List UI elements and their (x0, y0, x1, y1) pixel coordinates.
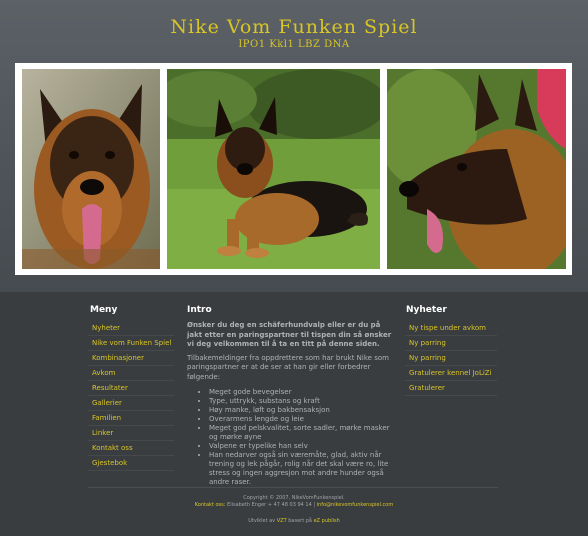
intro-text: Tilbakemeldinger fra oppdrettere som har brukt Nike som paringspartner er at de ser at han gir eller forbedrer følgende: (187, 353, 389, 381)
menu-item-linker[interactable]: Linker (88, 426, 174, 441)
main-menu (88, 321, 174, 471)
footer-contact-name: Elisabeth Enger + 47 48 03 94 14 (227, 502, 312, 508)
news-list (405, 321, 497, 396)
footer-contact (0, 502, 588, 508)
footer-vzt-link[interactable]: VZT (276, 518, 287, 524)
dog-lying-photo[interactable] (167, 69, 380, 269)
menu-item-familien[interactable]: Familien (88, 411, 174, 426)
news-title: Nyheter (406, 305, 447, 315)
news-item[interactable]: Gratulerer (405, 381, 497, 396)
list-item: • Overarmens lengde og leie (209, 415, 397, 424)
list-item: • Han nedarver også sin væremåte, glad, aktiv når trening og lek pågår, rolig når det skal være ro, lite stress og ingen aggresjon mot andre hunder også andre raser. (209, 451, 397, 487)
site-title: Nike Vom Funken Spiel (170, 16, 418, 38)
list-item: • Høy manke, løft og bakbensaksjon (209, 406, 397, 415)
intro-section (187, 321, 397, 487)
news-item[interactable]: Ny parring (405, 336, 497, 351)
intro-lead: Ønsker du deg en schäferhundvalp eller er du på jakt etter en paringspartner til tispen din så ønsker vi deg velkommen til å ta en titt på denne siden. (187, 321, 392, 348)
footer-ez-link[interactable]: eZ publish (313, 518, 340, 524)
footer-email-link[interactable]: info@nikevomfunkenspiel.com (316, 502, 394, 508)
list-item: • Meget god pelskvalitet, sorte sadler, mørke masker og mørke øyne (209, 424, 397, 442)
menu-item-kontakt[interactable]: Kontakt oss (88, 441, 174, 456)
list-item: • Valpene er typelike han selv (209, 442, 397, 451)
footer-credit (0, 518, 588, 524)
footer-contact-label: Kontakt oss: (194, 502, 226, 508)
menu-item-gjestebok[interactable]: Gjestebok (88, 456, 174, 471)
menu-title: Meny (90, 305, 118, 315)
news-item[interactable]: Ny parring (405, 351, 497, 366)
menu-item-gallerier[interactable]: Gallerier (88, 396, 174, 411)
menu-item-resultater[interactable]: Resultater (88, 381, 174, 396)
site-subtitle: IPO1 Kkl1 LBZ DNA (238, 39, 350, 50)
footer-separator: | (313, 502, 316, 508)
list-item: • Type, uttrykk, substans og kraft (209, 397, 397, 406)
photo-gallery (15, 63, 572, 275)
footer-credit-mid: basert på (288, 518, 312, 524)
menu-item-avkom[interactable]: Avkom (88, 366, 174, 381)
dog-portrait-photo[interactable] (22, 69, 160, 269)
intro-title: Intro (187, 305, 212, 315)
news-item[interactable]: Gratulerer kennel JoLiZi (405, 366, 497, 381)
intro-list (187, 388, 397, 487)
menu-item-kombinasjoner[interactable]: Kombinasjoner (88, 351, 174, 366)
news-item[interactable]: Ny tispe under avkom (405, 321, 497, 336)
list-item: • Meget gode bevegelser (209, 388, 397, 397)
dog-profile-photo[interactable] (387, 69, 566, 269)
footer-copyright: Copyright © 2007, NikeVomFunkenspiel. (243, 495, 345, 501)
footer-credit-prefix: Utviklet av (248, 518, 276, 524)
menu-item-nyheter[interactable]: Nyheter (88, 321, 174, 336)
menu-item-nike[interactable]: Nike vom Funken Spiel (88, 336, 174, 351)
footer-divider (88, 487, 498, 488)
